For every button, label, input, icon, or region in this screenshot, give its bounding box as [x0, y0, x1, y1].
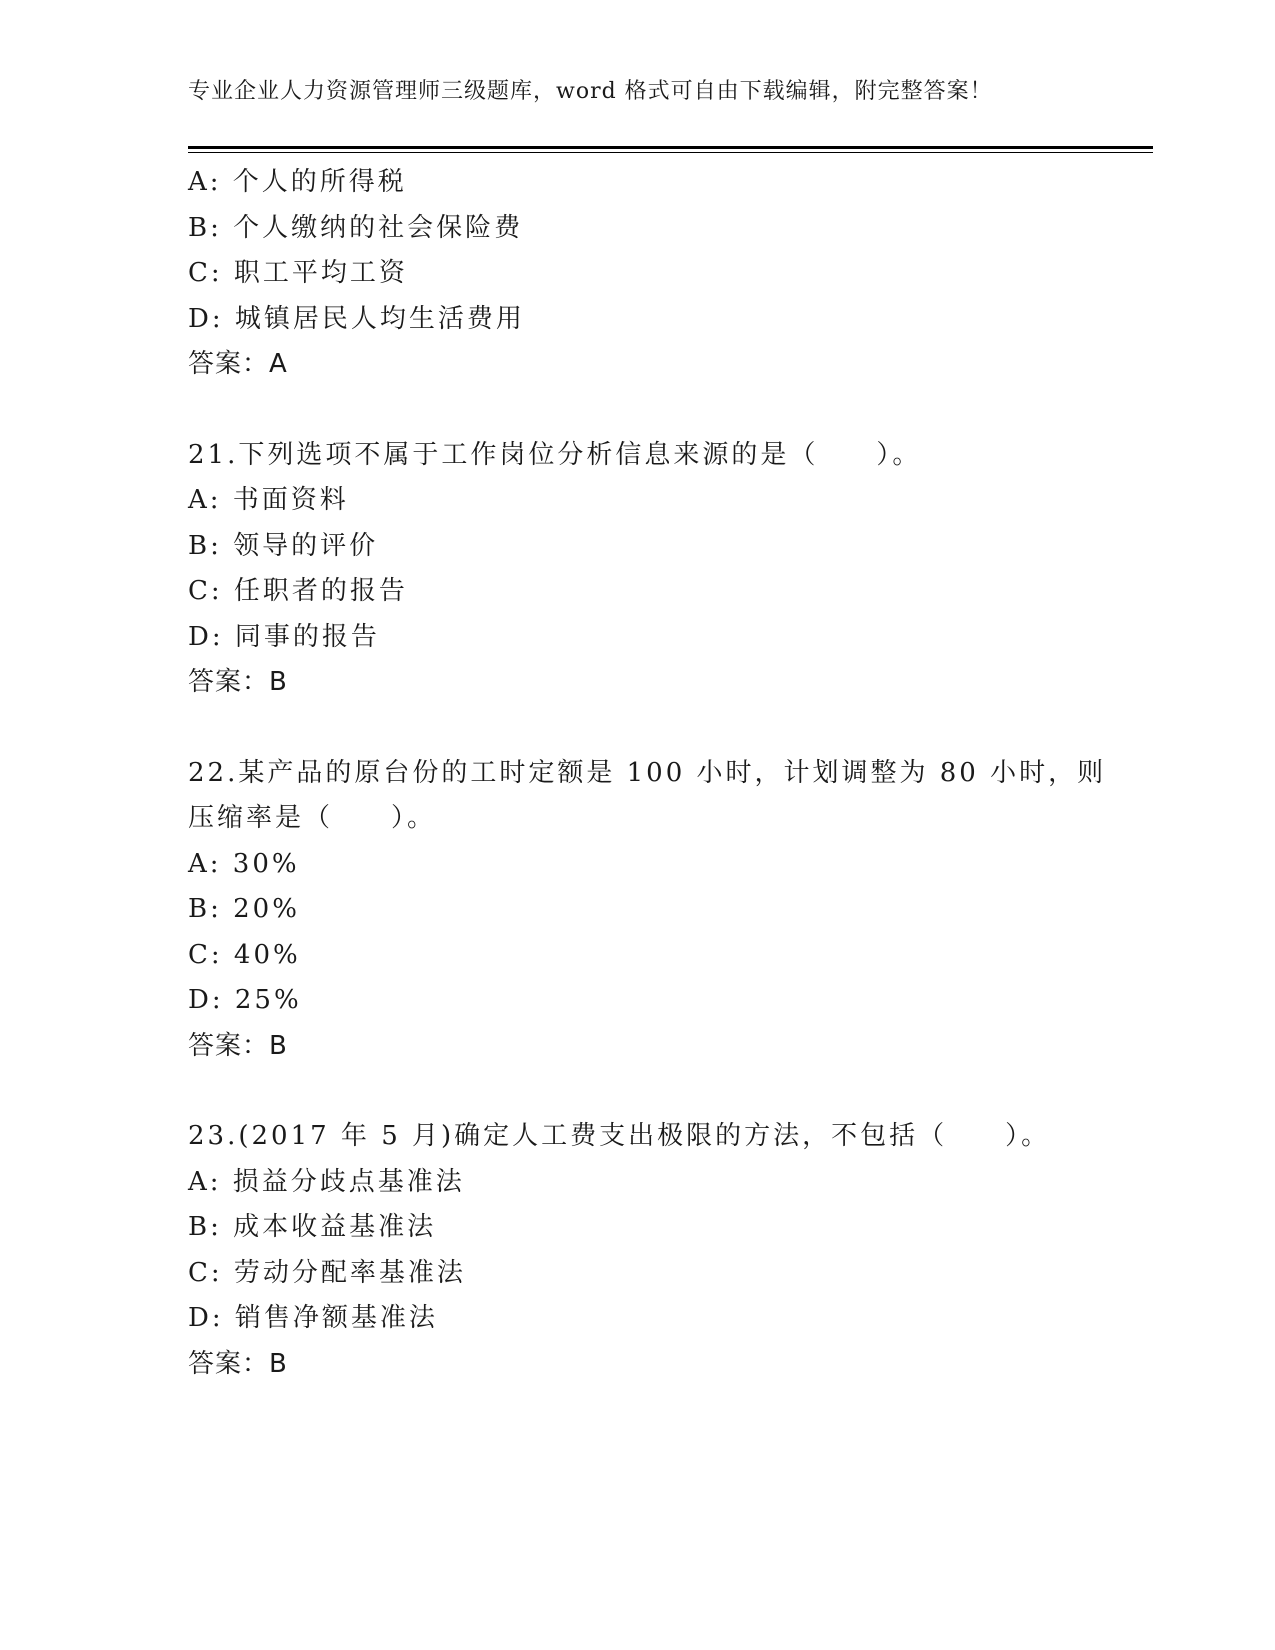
option-b: B: 20% [188, 894, 300, 924]
option-d: D: 同事的报告 [188, 621, 380, 652]
option-a: A: 书面资料 [188, 485, 349, 515]
option-b: B: 领导的评价 [188, 530, 379, 561]
question-stem: 23.(2017 年 5 月)确定人工费支出极限的方法，不包括（ ）。 [188, 1121, 1051, 1151]
option-c: C: 40% [188, 939, 301, 970]
option-c: C: 任职者的报告 [188, 576, 408, 606]
option-d: D: 销售净额基准法 [188, 1303, 438, 1333]
option-d: D: 25% [188, 985, 302, 1015]
option-c: C: 职工平均工资 [188, 258, 408, 288]
header-rule-thick [188, 146, 1153, 149]
question-block-21 [188, 433, 1088, 706]
question-block-20 [188, 160, 1088, 388]
option-b: B: 成本收益基准法 [188, 1212, 437, 1242]
answer-line: 答案：B [188, 667, 288, 697]
option-b: B: 个人缴纳的社会保险费 [188, 212, 524, 243]
question-stem-continued: 压缩率是（ ）。 [188, 803, 437, 833]
answer-line: 答案：B [188, 1030, 288, 1061]
answer-line: 答案：B [188, 1348, 288, 1379]
question-content [188, 160, 1107, 1387]
answer-line: 答案：A [188, 349, 288, 379]
option-a: A: 30% [188, 848, 300, 879]
option-c: C: 劳动分配率基准法 [188, 1257, 466, 1288]
header-rule-thin [188, 152, 1153, 153]
question-block-23 [188, 1114, 1088, 1387]
option-a: A: 个人的所得税 [188, 167, 407, 197]
question-stem: 22.某产品的原台份的工时定额是 100 小时，计划调整为 80 小时，则 [188, 757, 1107, 788]
question-block-22 [188, 751, 1107, 1070]
option-d: D: 城镇居民人均生活费用 [188, 303, 525, 334]
page-header: 专业企业人力资源管理师三级题库，word 格式可自由下载编辑，附完整答案！ [188, 79, 993, 104]
option-a: A: 损益分歧点基准法 [188, 1166, 465, 1197]
question-stem: 21.下列选项不属于工作岗位分析信息来源的是（ ）。 [188, 439, 922, 470]
